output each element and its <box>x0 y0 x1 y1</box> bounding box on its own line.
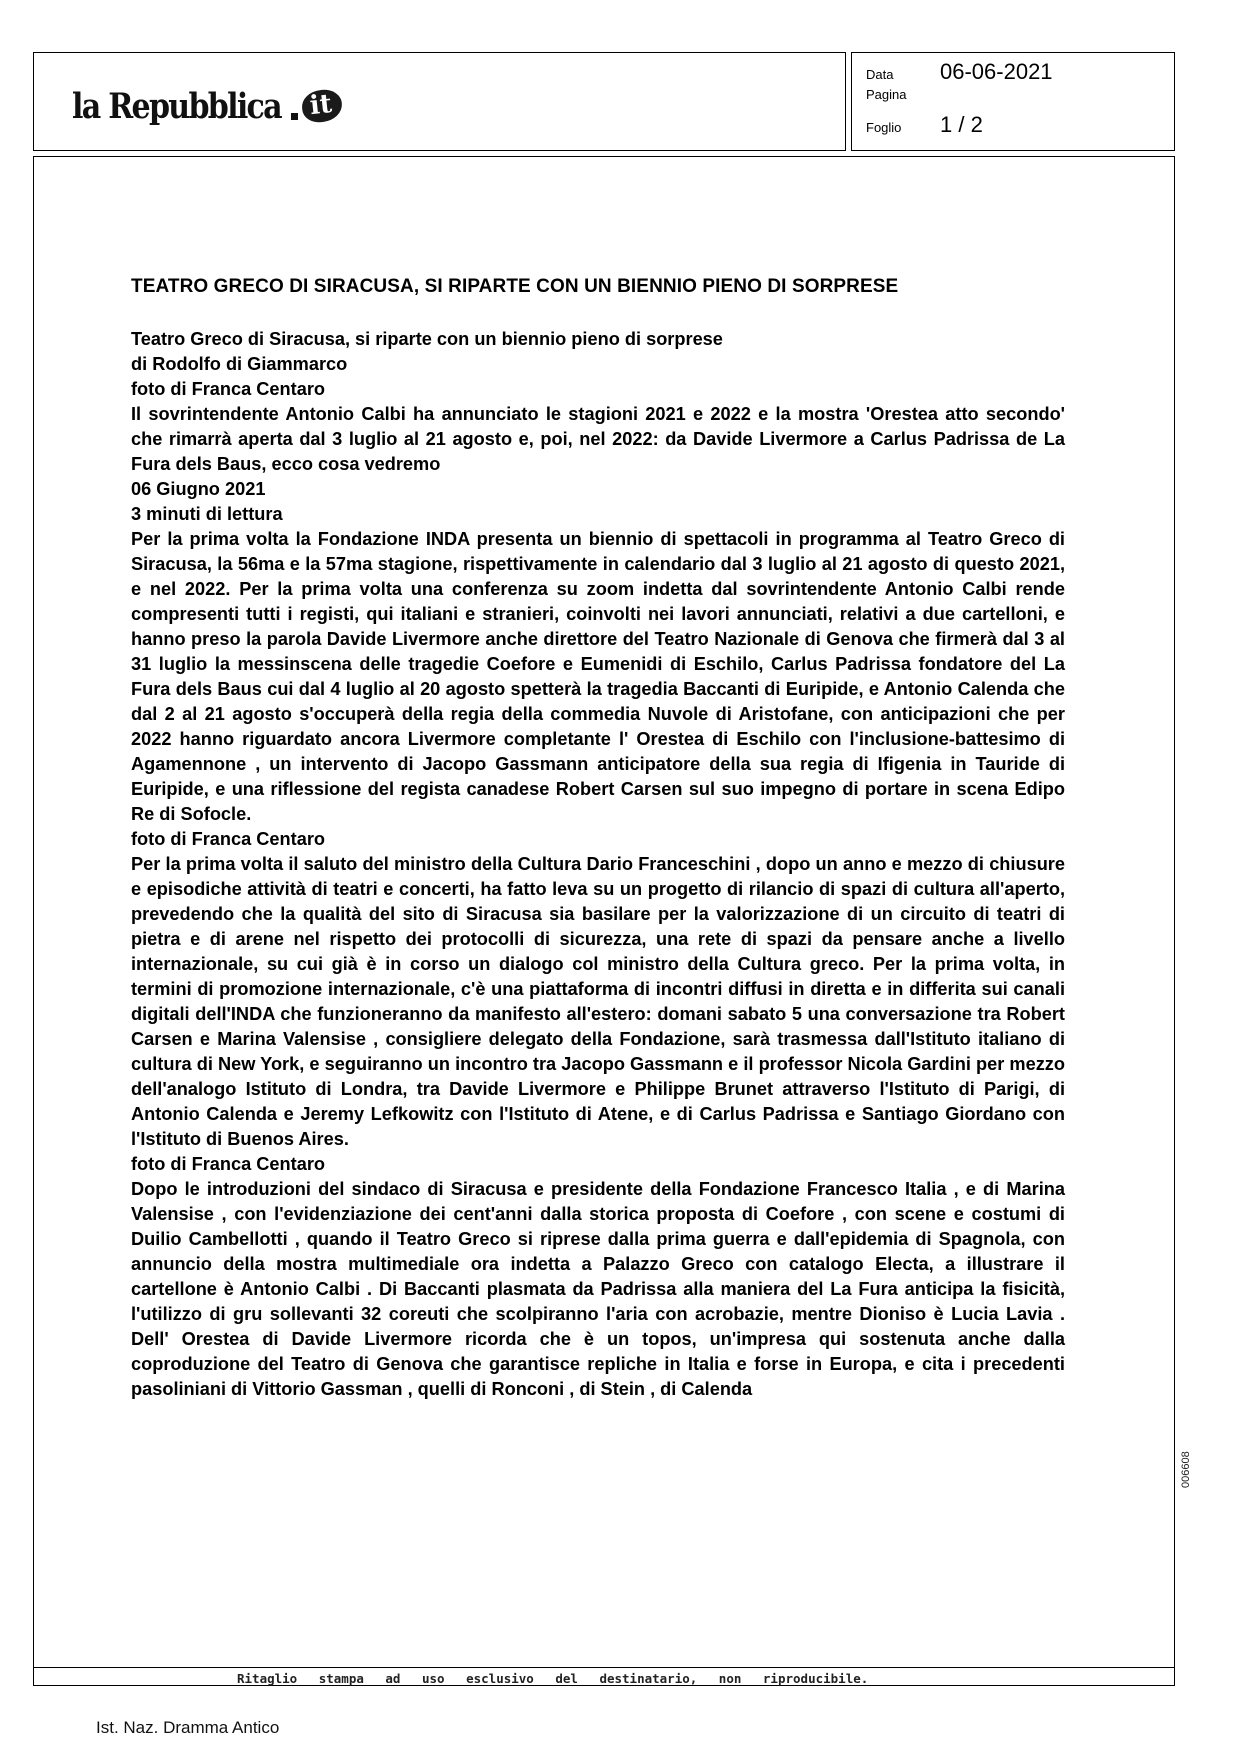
logo-wordmark: la Repubblica <box>72 85 281 127</box>
photo-credit: foto di Franca Centaro <box>131 829 326 849</box>
reading-time: 3 minuti di lettura <box>131 504 283 524</box>
meta-value-data: 06-06-2021 <box>940 59 1053 84</box>
photo-credit: foto di Franca Centaro <box>131 1154 326 1174</box>
side-code: 006608 <box>1180 1451 1192 1488</box>
article-paragraph-3: Dopo le introduzioni del sindaco di Siracusa e presidente della Fondazione Francesco Italia , e di Marina Valensise , con l'evidenziazione dei cent'anni dalla storica proposta di Coefore , con scene e costumi di Duilio Cambellotti , quando il Teatro Greco si riprese dalla prima guerra e dall'epidemia di Spagnola, con annuncio della mostra multimediale ora indetta a Palazzo Greco con catalogo Electa, a illustrare il cartellone è Antonio Calbi . Di Baccanti plasmata da Padrissa alla maniera del La Fura anticipa la fisicità, l'utilizzo di gru sollevanti 32 coreuti che scolpiranno l'aria con acrobazie, mentre Dioniso è Lucia Lavia . Dell' Orestea di Davide Livermore ricorda che è un topos, un'impresa qui sostenuta anche dalla coproduzione del Teatro di Genova che garantisce repliche in Italia e forse in Europa, e cita i precedenti pasoliniani di Vittorio Gassman , quelli di Ronconi , di Stein , di Calenda <box>131 1179 1065 1399</box>
clipping-metadata <box>851 52 1175 151</box>
article-body <box>131 327 1065 1402</box>
organization-name: Ist. Naz. Dramma Antico <box>96 1718 280 1737</box>
article-date: 06 Giugno 2021 <box>131 479 266 499</box>
masthead-box <box>33 52 846 151</box>
repubblica-logo <box>72 81 342 131</box>
article-title: TEATRO GRECO DI SIRACUSA, SI RIPARTE CON UN BIENNIO PIENO DI SORPRESE <box>131 276 899 297</box>
article-paragraph-2: Per la prima volta il saluto del ministro della Cultura Dario Franceschini , dopo un anno e mezzo di chiusure e episodiche attività di teatri e concerti, ha fatto leva su un progetto di rilancio di spazi di cultura all'aperto, prevedendo che la qualità del sito di Siracusa sia basilare per la valorizzazione di un circuito di teatri di pietra e di arene nel rispetto dei protocolli di sicurezza, una rete di spazi da pensare anche a livello internazionale, su cui già è in corso un dialogo col ministro della Cultura greco. Per la prima volta, in termini di promozione internazionale, c'è una piattaforma di incontri diffusi in diretta e in differita sui canali digitali dell'INDA che funzioneranno da manifesto all'estero: domani sabato 5 una conversazione tra Robert Carsen e Marina Valensise , consigliere delegato della Fondazione, sarà trasmessa dall'Istituto italiano di cultura di New York, e seguiranno un incontro tra Jacopo Gassmann e il professor Nicola Gardini per mezzo dell'analogo Istituto di Londra, tra Davide Livermore e Philippe Brunet attraverso l'Istituto di Parigi, di Antonio Calenda e Jeremy Lefkowitz con l'Istituto di Atene, e di Carlus Padrissa e Santiago Giordano con l'Istituto di Buenos Aires. <box>131 854 1065 1149</box>
article-lead: Il sovrintendente Antonio Calbi ha annunciato le stagioni 2021 e 2022 e la mostra 'Orestea atto secondo' che rimarrà aperta dal 3 luglio al 21 agosto e, poi, nel 2022: da Davide Livermore a Carlus Padrissa de La Fura dels Baus, ecco cosa vedremo <box>131 404 1065 474</box>
meta-row-data <box>866 59 1053 85</box>
footer-divider <box>33 1667 1175 1668</box>
meta-label-foglio: Foglio <box>866 120 902 135</box>
meta-label-data: Data <box>866 67 894 82</box>
logo-dot <box>291 113 298 120</box>
meta-value-foglio: 1 / 2 <box>940 112 983 137</box>
clipping-notice: Ritaglio stampa ad uso esclusivo del destinatario, non riproducibile. <box>237 1671 869 1686</box>
article-paragraph-1: Per la prima volta la Fondazione INDA presenta un biennio di spettacoli in programma al Teatro Greco di Siracusa, la 56ma e la 57ma stagione, rispettivamente in calendario dal 3 luglio al 21 agosto di questo 2021, e nel 2022. Per la prima volta una conferenza su zoom indetta dal sovrintendente Antonio Calbi rende compresenti tutti i registi, qui italiani e stranieri, coinvolti nei lavori annunciati, relativi a due cartelloni, e hanno preso la parola Davide Livermore anche direttore del Teatro Nazionale di Genova che firmerà dal 3 al 31 luglio la messinscena delle tragedie Coefore e Eumenidi di Eschilo, Carlus Padrissa fondatore del La Fura dels Baus cui dal 4 luglio al 20 agosto spetterà la tragedia Baccanti di Euripide, e Antonio Calenda che dal 2 al 21 agosto s'occuperà della regia della commedia Nuvole di Aristofane, con anticipazioni che per 2022 hanno riguardato ancora Livermore completante l' Orestea di Eschilo con l'inclusione-battesimo di Agamennone , un intervento di Jacopo Gassmann anticipatore della sua regia di Ifigenia in Tauride di Euripide, e una riflessione del regista canadese Robert Carsen sul suo impegno di portare in scena Edipo Re di Sofocle. <box>131 529 1065 824</box>
photo-credit: foto di Franca Centaro <box>131 379 326 399</box>
article-byline: di Rodolfo di Giammarco <box>131 354 348 374</box>
meta-row-pagina <box>866 87 940 102</box>
meta-row-foglio <box>866 112 983 138</box>
article-subtitle: Teatro Greco di Siracusa, si riparte con un biennio pieno di sorprese <box>131 329 723 349</box>
meta-label-pagina: Pagina <box>866 87 907 102</box>
logo-it-badge: it <box>300 88 343 124</box>
